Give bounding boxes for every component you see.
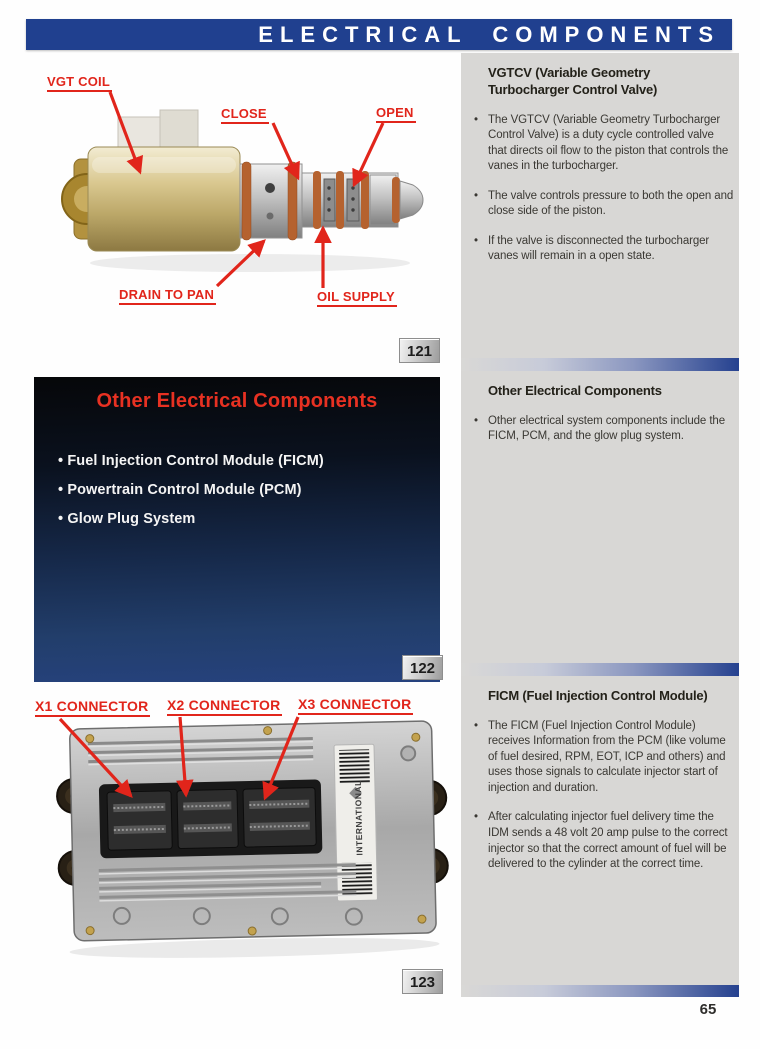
section-ficm (461, 676, 739, 985)
module-photo (56, 721, 450, 962)
section-divider (461, 358, 739, 371)
label-vgt-coil: VGT COIL (47, 74, 112, 92)
bullet-item: • If the valve is disconnected the turbocharger vanes will remain in a open state. (474, 234, 710, 263)
connector-x2 (177, 789, 238, 848)
figure-slide-other-components (34, 377, 440, 682)
section-heading: Other Electrical Components (488, 383, 662, 398)
label-x3-connector: X3 CONNECTOR (298, 696, 413, 715)
label-oil-supply: OIL SUPPLY (317, 289, 397, 307)
bullet-item: • Other electrical system components include the FICM, PCM, and the glow plug system. (474, 414, 726, 443)
section-other-components (461, 371, 739, 663)
figure-number-121: 121 (399, 338, 440, 363)
label-close: CLOSE (221, 106, 269, 124)
slide-bullet: • Powertrain Control Module (PCM) (58, 482, 440, 498)
bullet-item: • The valve controls pressure to both the open and close side of the piston. (474, 189, 734, 218)
section-vgtcv (461, 53, 739, 358)
connector-x3 (243, 788, 316, 848)
page-number: 65 (699, 1001, 717, 1018)
figure-number-122: 122 (402, 655, 443, 680)
bullet-item: • After calculating injector fuel delivery time the IDM sends a 48 volt 20 amp pulse to the correct injector so that the correct amount of fuel will be delivered to the cylinder at the correct time. (474, 811, 728, 871)
bullet-item: • The FICM (Fuel Injection Control Module) receives Information from the PCM (like volume of fuel desired, RPM, EOT, ICP and others) and uses those signals to calculate injector start of injection and duration. (474, 719, 726, 794)
slide-bullet: • Glow Plug System (58, 511, 440, 527)
panel-bottom-bar (461, 985, 739, 997)
bullet-item: • The VGTCV (Variable Geometry Turbocharger Control Valve) is a duty cycle controlled valve that directs oil flow to the piston that controls the vanes in the turbocharger. (474, 113, 729, 173)
section-divider (461, 663, 739, 676)
figure-vgt-valve (30, 58, 460, 335)
connector-x1 (107, 791, 172, 850)
section-heading: VGTCV (Variable Geometry Turbocharger Control Valve) (488, 65, 658, 97)
section-heading: FICM (Fuel Injection Control Module) (488, 688, 708, 703)
brand-text: INTERNATIONAL (352, 780, 365, 856)
text-panel (461, 53, 739, 997)
label-open: OPEN (376, 105, 416, 123)
valve-photo (62, 110, 423, 272)
figure-number-123: 123 (402, 969, 443, 994)
label-x1-connector: X1 CONNECTOR (35, 698, 150, 717)
page-title: ELECTRICAL COMPONENTS (26, 19, 732, 50)
ficm-module-illustration (20, 695, 460, 969)
slide-bullet: • Fuel Injection Control Module (FICM) (58, 453, 440, 469)
slide-title: Other Electrical Components (96, 390, 378, 412)
slide-bullet-list (58, 453, 440, 527)
label-x2-connector: X2 CONNECTOR (167, 697, 282, 716)
label-drain-to-pan: DRAIN TO PAN (119, 287, 216, 305)
figure-ficm-module (20, 695, 460, 969)
